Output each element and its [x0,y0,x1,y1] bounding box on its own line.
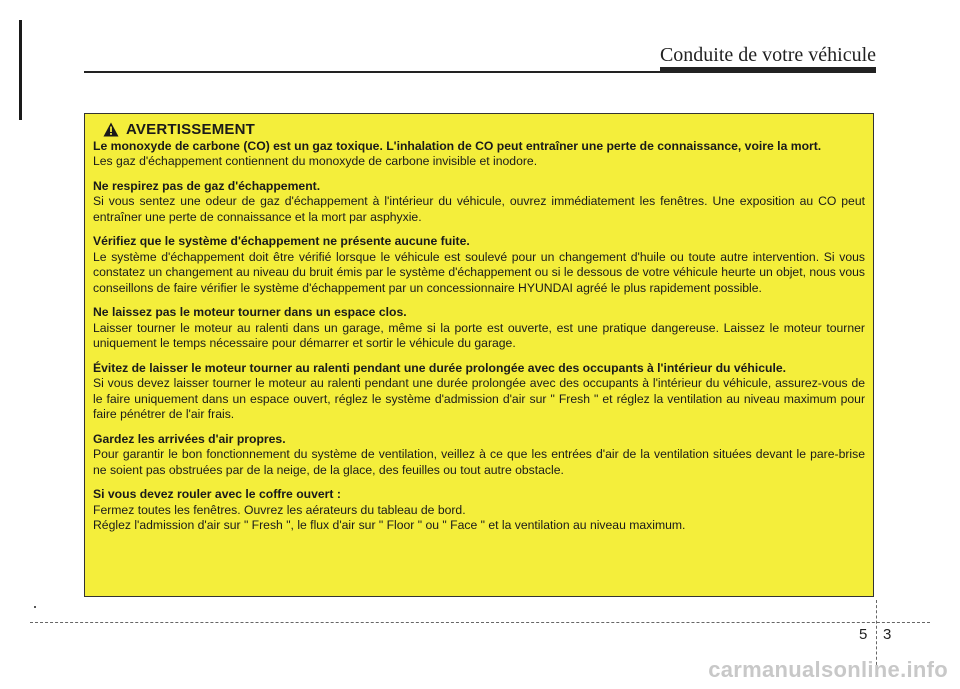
warning-section [93,432,865,479]
left-margin-bar [19,20,22,120]
section-body: Si vous devez laisser tourner le moteur au ralenti pendant une durée prolongée avec des occupants à l'intérieur du véhicule, assurez-vous de le faire uniquement dans un espace ouvert, réglez le système d'admission d'air sur " Fresh " et réglez la ventilation au niveau maximum pour faire pénétrer de l'air frais. [93,376,865,421]
section-heading: Le monoxyde de carbone (CO) est un gaz toxique. L'inhalation de CO peut entraîner une perte de connaissance, voire la mort. [93,138,822,153]
warning-section [93,234,865,296]
warning-title-text: AVERTISSEMENT [126,121,256,138]
header-rule [84,71,760,73]
footer-dashed-rule [30,622,930,623]
section-heading: Évitez de laisser le moteur tourner au ralenti pendant une durée prolongée avec des occupants à l'intérieur du véhicule. [93,360,787,375]
warning-section [93,139,865,170]
section-body: Le système d'échappement doit être vérifié lorsque le véhicule est soulevé pour un changement d'huile ou toute autre intervention. Si vous constatez un changement au niveau du bruit émis par le système d'échappement ou si le dessous de votre véhicule heurte un objet, nous vous conseillons de faire vérifier le système d'échappement par un concessionnaire HYUNDAI agréé le plus rapidement possible. [93,249,865,295]
warning-triangle-icon [103,122,119,137]
warning-section [93,305,865,352]
section-heading: Vérifiez que le système d'échappement ne présente aucune fuite. [93,234,470,248]
section-body: Si vous sentez une odeur de gaz d'échappement à l'intérieur du véhicule, ouvrez immédiatement les fenêtres. Une exposition au CO peut entraîner une perte de connaissance et la mort par asphyxie. [93,194,865,224]
margin-dot [34,606,36,608]
section-body: Pour garantir le bon fonctionnement du système de ventilation, veillez à ce que les entrées d'air de la ventilation situées devant le pare-brise ne soient pas obstruées par de la neige, de la glace, des feuilles ou tout autre obstacle. [93,447,865,477]
section-heading: Ne respirez pas de gaz d'échappement. [93,178,321,193]
warning-section [93,361,865,423]
warning-section [93,487,865,534]
section-body: Fermez toutes les fenêtres. Ouvrez les aérateurs du tableau de bord. [93,502,466,517]
section-heading: Si vous devez rouler avec le coffre ouvert : [93,487,341,501]
warning-box [84,113,874,597]
section-body: Réglez l'admission d'air sur " Fresh ", le flux d'air sur " Floor " ou " Face " et la ventilation au niveau maximum. [93,518,686,532]
page-number: 3 [883,626,892,643]
warning-title [103,122,865,138]
chapter-number: 5 [859,626,868,643]
chapter-title: Conduite de votre véhicule [659,44,876,66]
section-body: Les gaz d'échappement contiennent du monoxyde de carbone invisible et inodore. [93,154,538,168]
section-heading: Gardez les arrivées d'air propres. [93,431,286,446]
header-rule-accent [660,67,876,73]
warning-section [93,179,865,226]
watermark-text: carmanualsonline.info [708,657,948,682]
section-body: Laisser tourner le moteur au ralenti dans un garage, même si la porte est ouverte, est une pratique dangereuse. Laissez le moteur tourner uniquement le temps nécessaire pour démarrer et sortir le véhicule du garage. [93,320,865,350]
section-heading: Ne laissez pas le moteur tourner dans un espace clos. [93,305,407,319]
